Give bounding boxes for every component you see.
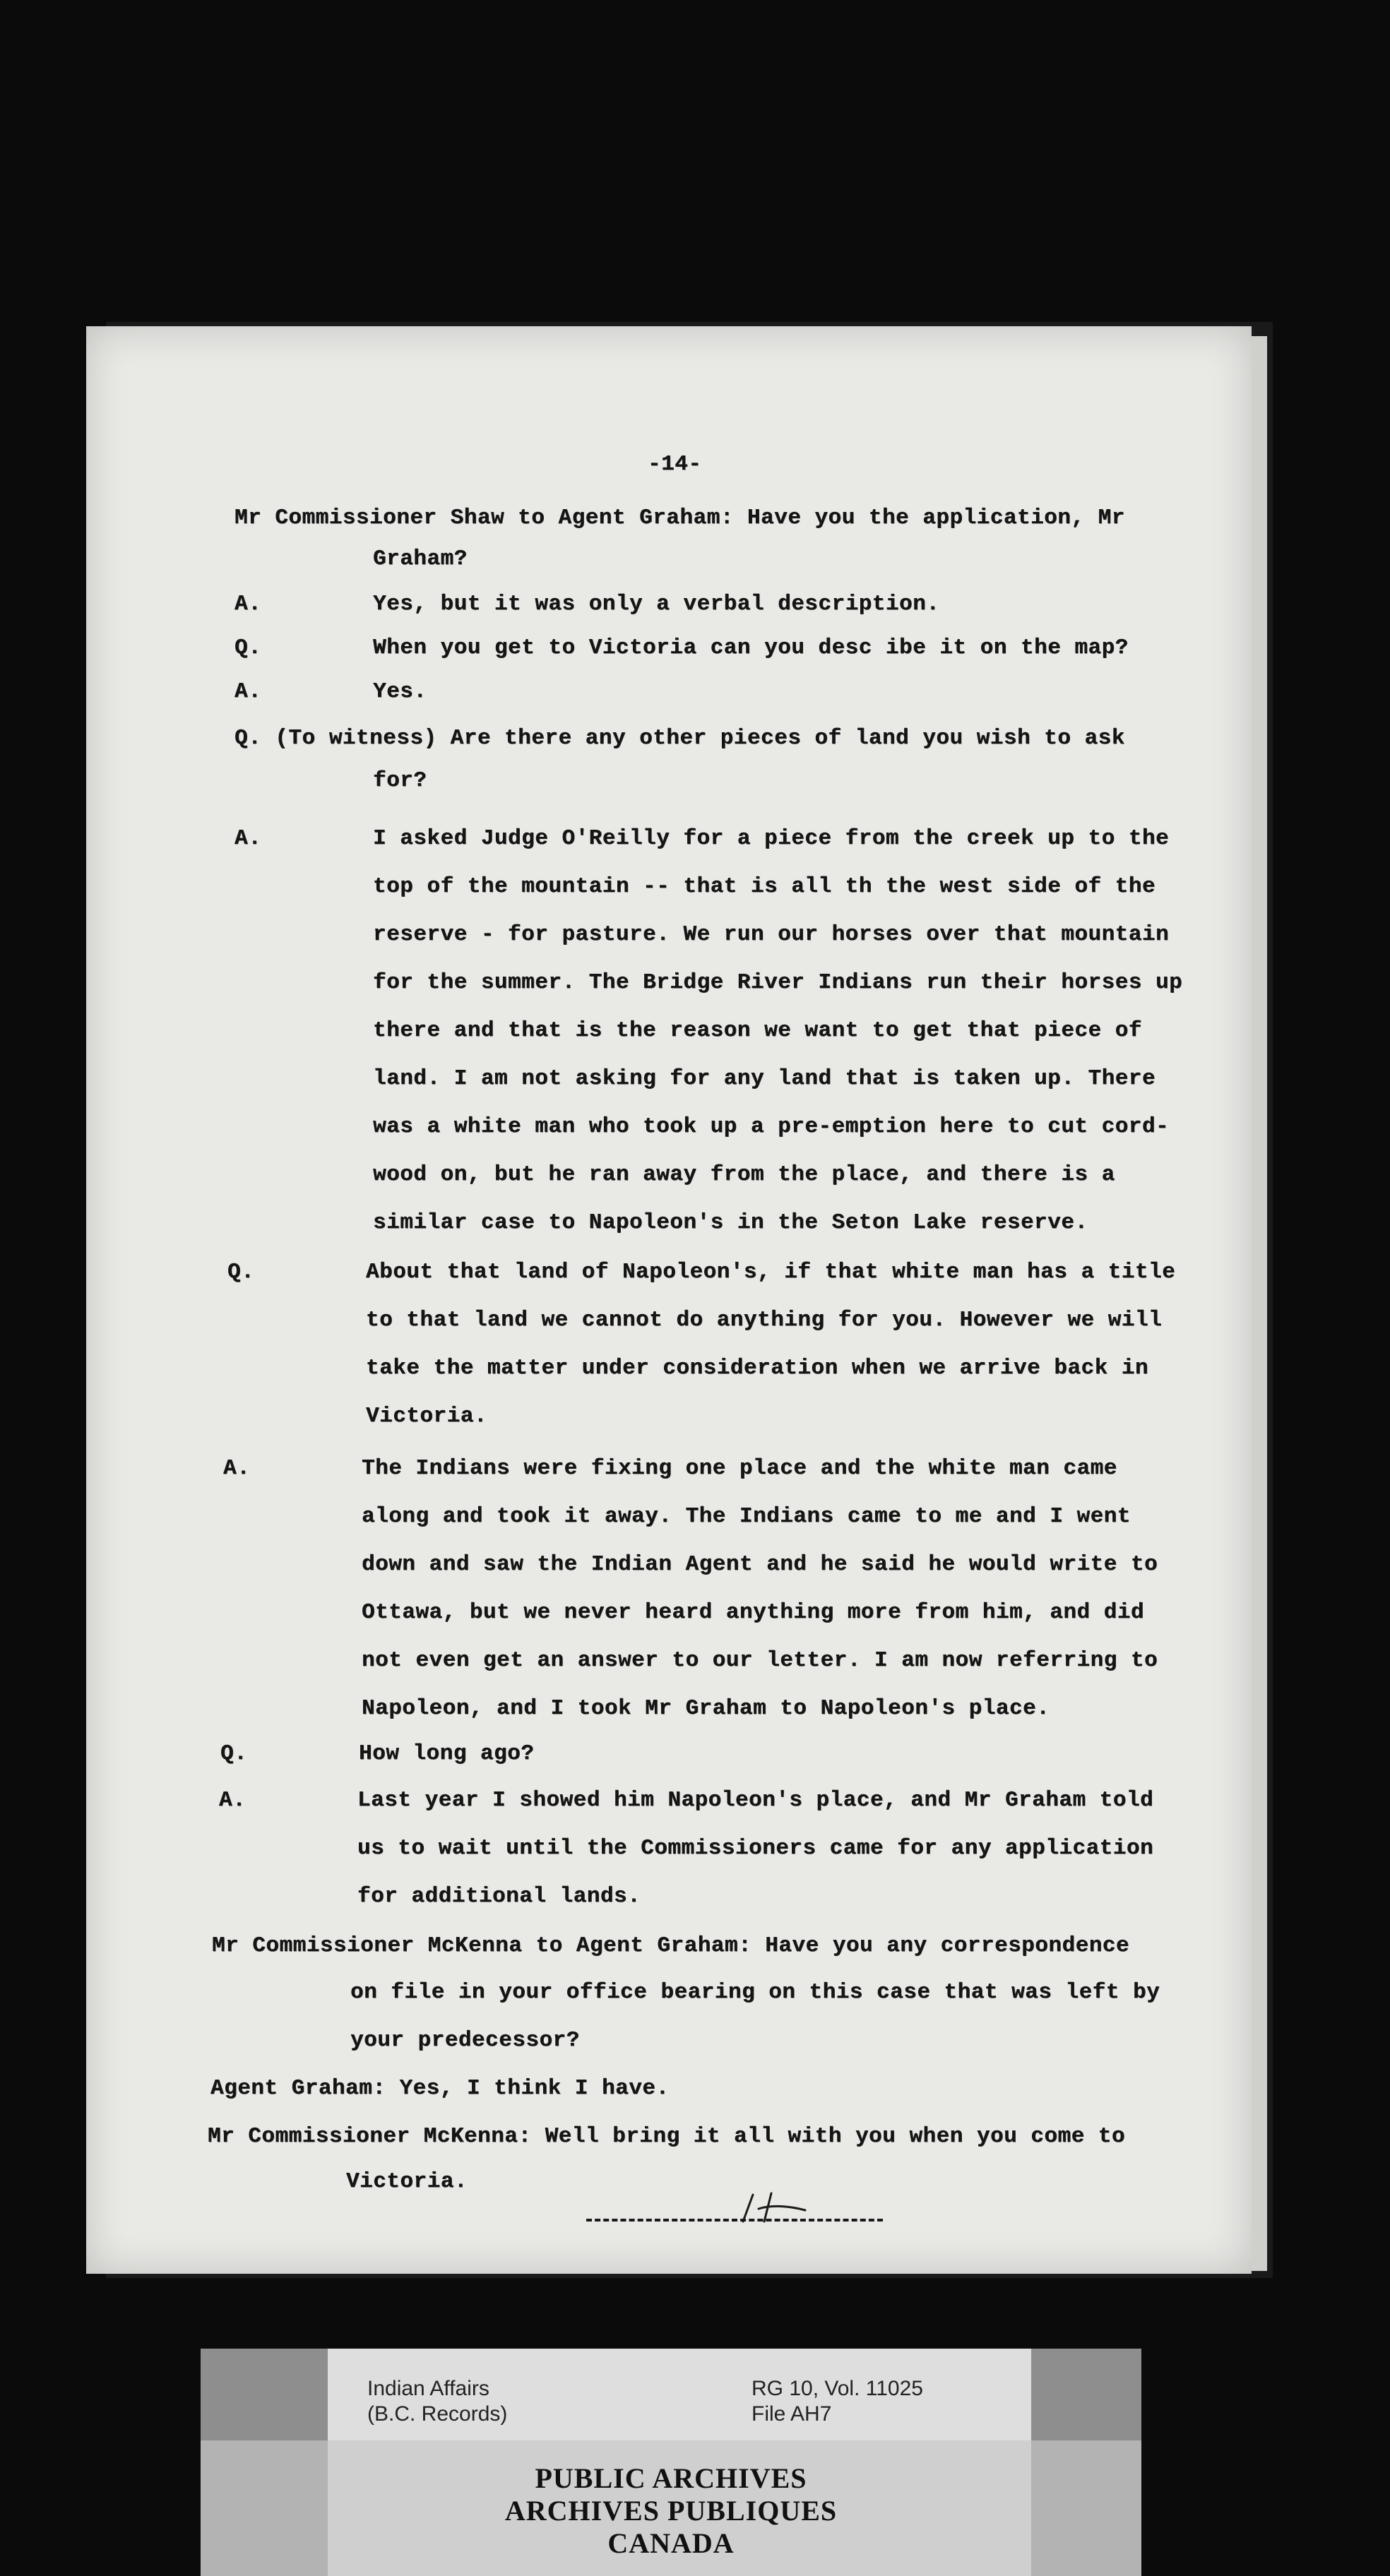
archive-label-area <box>201 2349 1141 2576</box>
text-line: for additional lands. <box>357 1884 641 1909</box>
text-line: Last year I showed him Napoleon's place, and Mr Graham told <box>357 1788 1154 1813</box>
text-line: for? <box>373 768 427 793</box>
text-line: to that land we cannot do anything for you. However we will <box>366 1308 1163 1332</box>
speaker-marker: A. <box>234 679 262 704</box>
text-line: Napoleon, and I took Mr Graham to Napoleon's place. <box>362 1696 1050 1721</box>
archives-french: ARCHIVES PUBLIQUES <box>504 2495 838 2527</box>
text-line: Mr Commissioner McKenna: Well bring it all with you when you come to <box>208 2124 1126 2149</box>
fonds-subname: (B.C. Records) <box>367 2402 508 2426</box>
speaker-marker: A. <box>234 592 262 616</box>
record-group-volume: RG 10, Vol. 11025 <box>752 2377 923 2400</box>
text-line: Mr Commissioner Shaw to Agent Graham: Have you the application, Mr <box>234 506 1125 530</box>
fonds-name: Indian Affairs <box>367 2377 489 2400</box>
text-line: Graham? <box>373 547 468 571</box>
text-line: for the summer. The Bridge River Indians run their horses up <box>373 970 1183 995</box>
file-number: File AH7 <box>752 2402 832 2426</box>
text-line: not even get an answer to our letter. I am now referring to <box>362 1648 1158 1673</box>
page-edge <box>1252 336 1267 2271</box>
text-line: land. I am not asking for any land that is taken up. There <box>373 1066 1156 1091</box>
text-line: down and saw the Indian Agent and he said he would write to <box>362 1552 1158 1577</box>
text-line: How long ago? <box>359 1741 535 1766</box>
text-line: Q. (To witness) Are there any other pieces of land you wish to ask <box>234 726 1125 751</box>
text-line: similar case to Napoleon's in the Seton Lake reserve. <box>373 1210 1088 1235</box>
text-line: there and that is the reason we want to get that piece of <box>373 1018 1142 1043</box>
text-line: I asked Judge O'Reilly for a piece from the creek up to the <box>373 826 1170 851</box>
text-line: Yes. <box>373 679 427 704</box>
text-line: reserve - for pasture. We run our horses over that mountain <box>373 922 1170 947</box>
handwritten-initials <box>722 2190 814 2224</box>
text-line: About that land of Napoleon's, if that white man has a title <box>366 1260 1176 1284</box>
text-line: Victoria. <box>346 2169 468 2194</box>
text-line: your predecessor? <box>350 2028 580 2053</box>
archives-english: PUBLIC ARCHIVES <box>535 2462 807 2494</box>
text-line: Agent Graham: Yes, I think I have. <box>210 2076 670 2101</box>
text-line: on file in your office bearing on this case that was left by <box>350 1980 1160 2005</box>
text-line: us to wait until the Commissioners came for any application <box>357 1836 1154 1861</box>
text-line: The Indians were fixing one place and the white man came <box>362 1456 1117 1481</box>
text-line: When you get to Victoria can you desc ibe it on the map? <box>373 636 1129 660</box>
text-line: take the matter under consideration when we arrive back in <box>366 1356 1148 1381</box>
text-line: top of the mountain -- that is all th the west side of the <box>373 874 1156 899</box>
speaker-marker: A. <box>234 826 262 851</box>
speaker-marker: A. <box>223 1456 251 1481</box>
speaker-marker: Q. <box>227 1260 255 1284</box>
speaker-marker: A. <box>219 1788 246 1813</box>
speaker-marker: Q. <box>220 1741 248 1766</box>
text-line: was a white man who took up a pre-emption here to cut cord- <box>373 1114 1170 1139</box>
archives-country: CANADA <box>607 2527 735 2559</box>
text-line: Victoria. <box>366 1404 487 1429</box>
text-line: Ottawa, but we never heard anything more from him, and did <box>362 1600 1144 1625</box>
document-page <box>86 326 1252 2274</box>
text-line: Yes, but it was only a verbal description. <box>373 592 940 616</box>
text-line: along and took it away. The Indians came to me and I went <box>362 1504 1131 1529</box>
page-number: -14- <box>648 452 702 477</box>
text-line: wood on, but he ran away from the place, and there is a <box>373 1162 1115 1187</box>
text-line: Mr Commissioner McKenna to Agent Graham: Have you any correspondence <box>212 1933 1130 1958</box>
speaker-marker: Q. <box>234 636 262 660</box>
